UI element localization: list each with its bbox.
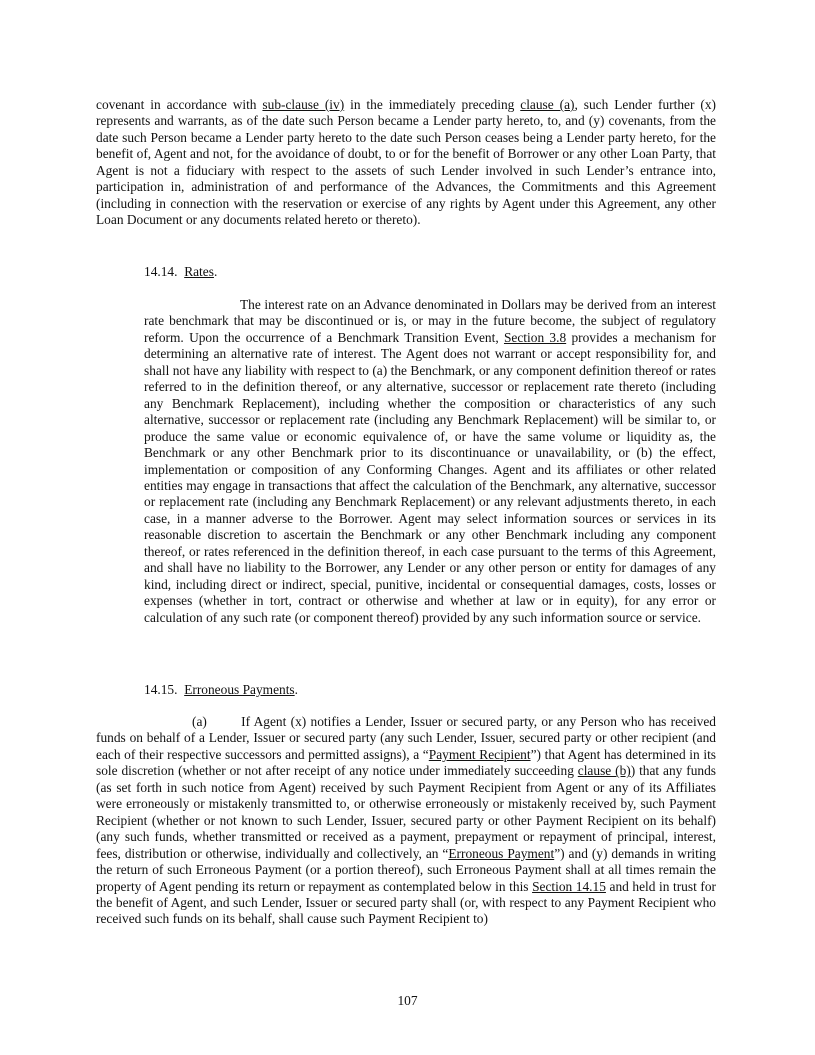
paragraph-erroneous-payments-a: (a) If Agent (x) notifies a Lender, Issuer or secured party, or any Person who has received funds on behalf of a Lender, Issuer or secured party (any such Lender, Issuer, secured party or other recipient (and each of their respective successors and permitted assigns), a “Payment Recipient”) that Agent has determined in its sole discretion (whether or not after receipt of any notice under immediately succeeding clause (b)) that any funds (as set forth in such notice from Agent) received by such Payment Recipient from Agent or any of its Affiliates were erroneously or mistakenly transmitted to, or otherwise erroneously or mistakenly received by, such Payment Recipient (whether or not known to such Lender, Issuer, secured party or other Payment Recipient on its behalf) (any such funds, whether transmitted or received as a payment, prepayment or repayment of principal, interest, fees, distribution or otherwise, individually and collectively, an “Erroneous Payment”) and (y) demands in writing the return of such Erroneous Payment (or a portion thereof), such Erroneous Payment shall at all times remain the property of Agent pending its return or repayment as contemplated below in this Section 14.15 and held in trust for the benefit of Agent, and such Lender, Issuer or secured party shall (or, with respect to any Payment Recipient who received such funds on its behalf, shall cause such Payment Recipient to) xyxy=(96,714,717,927)
page-number: 107 xyxy=(397,993,418,1008)
clause-label: (a) xyxy=(192,714,207,729)
clause-a-reference: clause (a) xyxy=(520,97,575,112)
section-14-14-heading: 14.14. Rates. xyxy=(144,264,218,279)
section-14-15-heading: 14.15. Erroneous Payments. xyxy=(144,682,298,697)
section-title: Rates xyxy=(184,264,214,279)
paragraph-rates: The interest rate on an Advance denominated in Dollars may be derived from an interest rate benchmark that may be discontinued or is, or may in the future become, the subject of regulatory reform. Upon the occurrence of a Benchmark Transition Event, Section 3.8 provides a mechanism for determining an alternative rate of interest. The Agent does not warrant or accept responsibility for, and shall not have any liability with respect to (a) the Benchmark, or any component definition thereof or rates referred to in the definition thereof, or any alternative, successor or replacement rate thereto (including any Benchmark Replacement), including whether the composition or characteristics of any such alternative, successor or replacement rate (including any Benchmark Replacement) will be similar to, or produce the same value or economic equivalence of, or have the same volume or liquidity as, the Benchmark or any other Benchmark prior to its discontinuance or unavailability, or (b) the effect, implementation or composition of any Conforming Changes. Agent and its affiliates or other related entities may engage in transactions that affect the calculation of the Benchmark, any alternative, successor or replacement rate (including any Benchmark Replacement) or any relevant adjustments thereto, in each case, in a manner adverse to the Borrower. Agent may select information sources or services in its reasonable discretion to ascertain the Benchmark or any other Benchmark including any component thereof, or rates referenced in the definition thereof, in each case pursuant to the terms of this Agreement, and shall have no liability to the Borrower, any Lender or any other person or entity for damages of any kind, including direct or indirect, special, punitive, incidental or consequential damages, costs, losses or expenses (whether in tort, contract or otherwise and whether at law or in equity), for any error or calculation of any such rate (or component thereof) provided by any such information source or service. xyxy=(144,297,716,625)
erroneous-payment-term: Erroneous Payment xyxy=(448,845,555,861)
payment-recipient-term: Payment Recipient xyxy=(428,746,531,762)
section-3-8-reference: Section 3.8 xyxy=(503,329,567,345)
paragraph-fiduciary-covenant: covenant in accordance with sub-clause (iv) in the immediately preceding clause (a), such Lender further (x) represents and warrants, as of the date such Person became a Lender party hereto, to, and (y) covenants, from the date such Person became a Lender party hereto to the date such Person ceases being a Lender party hereto, for the benefit of, Agent and not, for the avoidance of doubt, to or for the benefit of Borrower or any other Loan Party, that Agent is not a fiduciary with respect to the assets of such Lender involved in such Lender’s entrance into, participation in, administration of and performance of the Advances, the Commitments and this Agreement (including in connection with the reservation or exercise of any rights by Agent under this Agreement, any other Loan Document or any documents related hereto or thereto). xyxy=(96,97,716,228)
sub-clause-iv-reference: sub-clause (iv) xyxy=(262,97,345,112)
section-number: 14.15. xyxy=(144,682,178,697)
section-14-15-reference: Section 14.15 xyxy=(532,878,606,894)
section-title: Erroneous Payments xyxy=(184,682,295,697)
section-number: 14.14. xyxy=(144,264,178,279)
clause-b-reference: clause (b) xyxy=(577,763,631,779)
